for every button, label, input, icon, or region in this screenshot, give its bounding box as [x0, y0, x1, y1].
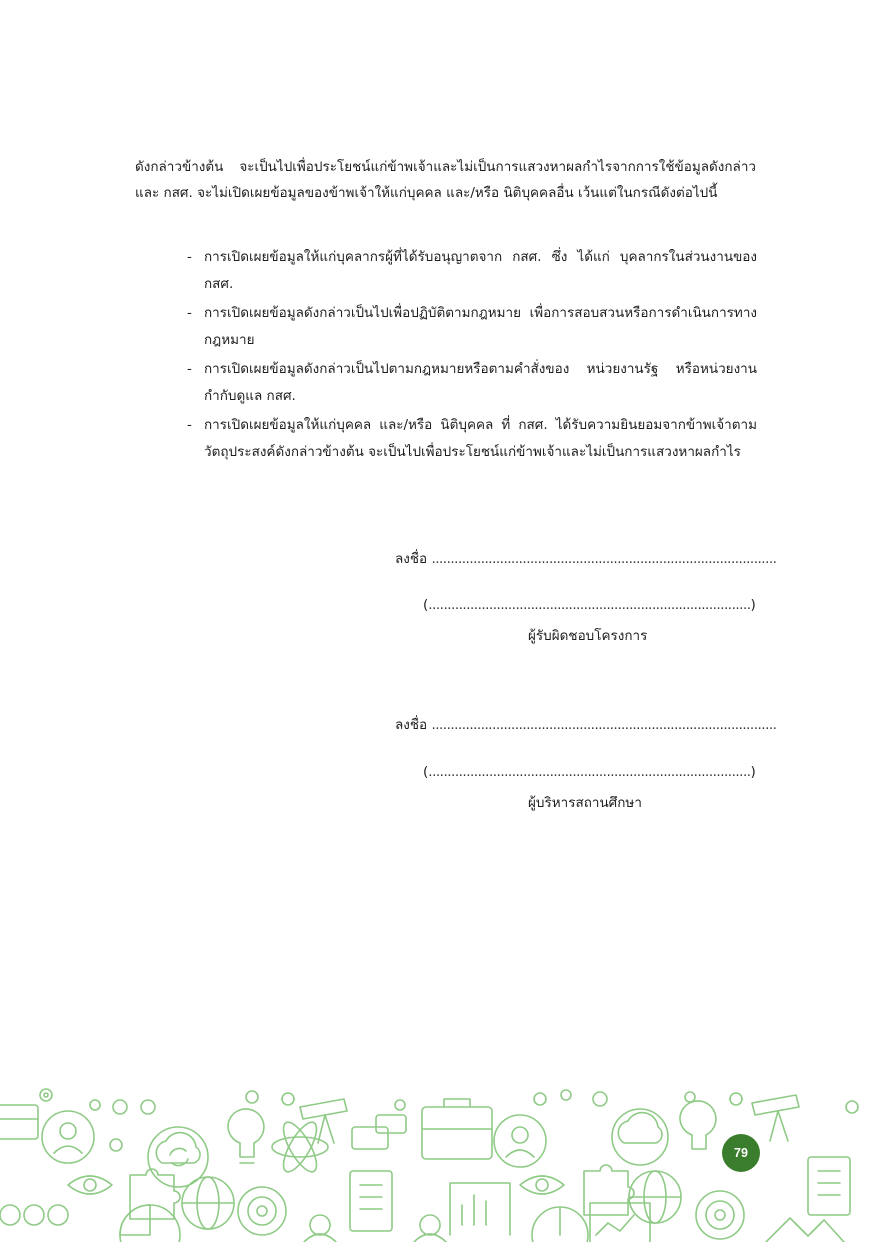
- puzzle-icon: [584, 1165, 634, 1215]
- signature-blank: ...........................................................................................: [431, 717, 777, 733]
- intro-paragraph: ดังกล่าวข้างต้น จะเป็นไปเพื่อประโยชน์แก่ข้าพเจ้าและไม่เป็นการแสวงหาผลกำไรจากการใช้ข้อมูลดังกล่าวและ กสศ. จะไม่เปิดเผยข้อมูลของข้าพเจ้าให้แก่บุคคล และ/หรือ นิติบุคคลอื่น เว้นแต่ในกรณีดังต่อไปนี้: [135, 159, 756, 201]
- list-item-text: การเปิดเผยข้อมูลให้แก่บุคลากรผู้ที่ได้รับอนุญาตจาก กสศ. ซึ่ง ได้แก่ บุคลากรในส่วนงานของ กสศ.: [204, 249, 757, 292]
- footer-pattern: [0, 1085, 891, 1242]
- list-item: [185, 356, 757, 409]
- bullet-dash: -: [187, 249, 192, 265]
- gear-icon: [90, 1100, 155, 1114]
- disclosure-list: [185, 244, 757, 468]
- list-item: [185, 244, 757, 297]
- document-icon: [808, 1157, 850, 1215]
- signature-blank: ...........................................................................................: [431, 551, 777, 567]
- cloud-sync-icon: [612, 1109, 668, 1165]
- bullet-dash: -: [187, 305, 192, 321]
- page-number-badge: 79: [722, 1134, 760, 1172]
- document-icon: [350, 1171, 392, 1231]
- name-line-1: [423, 595, 756, 615]
- mountain-icon: [766, 1218, 844, 1242]
- eye-icon: [520, 1176, 564, 1194]
- list-item: [185, 412, 757, 465]
- target-icon: [238, 1187, 286, 1235]
- gear-icon: [534, 1090, 607, 1106]
- briefcase-icon: [422, 1099, 492, 1159]
- role-project-lead: ผู้รับผิดชอบโครงการ: [528, 628, 648, 644]
- briefcase-icon: [0, 1105, 38, 1139]
- sign-label: ลงชื่อ: [395, 717, 428, 733]
- atom-icon: [272, 1118, 328, 1176]
- gear-icon: [685, 1092, 858, 1113]
- paren-open: (: [423, 764, 429, 780]
- list-item-text: การเปิดเผยข้อมูลให้แก่บุคคล และ/หรือ นิติบุคคล ที่ กสศ. ได้รับความยินยอมจากข้าพเจ้าตามวัตถุประสงค์ดังกล่าวข้างต้น จะเป็นไปเพื่อประโยชน์แก่ข้าพเจ้าและไม่เป็นการแสวงหาผลกำไร: [204, 417, 757, 460]
- eye-icon: [68, 1176, 112, 1194]
- lightbulb-icon: [228, 1109, 264, 1163]
- people-icon: [414, 1215, 446, 1242]
- user-icon: [42, 1111, 94, 1163]
- chat-icon: [352, 1115, 406, 1149]
- name-blank: .....................................................................................: [428, 597, 751, 613]
- paren-open: (: [423, 597, 429, 613]
- gear-icon: [110, 1139, 122, 1151]
- role-school-admin: ผู้บริหารสถานศึกษา: [528, 795, 642, 811]
- globe-icon: [182, 1177, 234, 1229]
- list-item-text: การเปิดเผยข้อมูลดังกล่าวเป็นไปเพื่อปฏิบัติตามกฎหมาย เพื่อการสอบสวนหรือการดำเนินการทางกฎหมาย: [204, 305, 757, 348]
- sign-label: ลงชื่อ: [395, 551, 428, 567]
- bullet-dash: -: [187, 417, 192, 433]
- people-icon: [0, 1205, 68, 1225]
- telescope-icon: [752, 1095, 799, 1141]
- bar-chart-icon: [450, 1183, 510, 1235]
- signature-line-2: [395, 715, 776, 735]
- globe-icon: [629, 1171, 681, 1223]
- name-blank: .....................................................................................: [428, 764, 751, 780]
- line-graph-icon: [590, 1203, 650, 1242]
- list-item: [185, 300, 757, 353]
- list-item-text: การเปิดเผยข้อมูลดังกล่าวเป็นไปตามกฎหมายหรือตามคำสั่งของ หน่วยงานรัฐ หรือหน่วยงานกำกับดูแล กสศ.: [204, 361, 757, 404]
- paren-close: ): [750, 597, 756, 613]
- user-icon: [494, 1115, 546, 1167]
- bullet-dash: -: [187, 361, 192, 377]
- paren-close: ): [750, 764, 756, 780]
- name-line-2: [423, 762, 756, 782]
- target-icon: [696, 1191, 744, 1239]
- telescope-icon: [300, 1099, 347, 1143]
- pie-chart-icon: [532, 1207, 588, 1242]
- gear-icon: [246, 1091, 405, 1110]
- people-icon: [304, 1215, 336, 1242]
- lightbulb-icon: [680, 1101, 716, 1149]
- gear-icon: [40, 1089, 52, 1101]
- signature-line-1: [395, 549, 776, 569]
- pie-chart-icon: [120, 1205, 180, 1242]
